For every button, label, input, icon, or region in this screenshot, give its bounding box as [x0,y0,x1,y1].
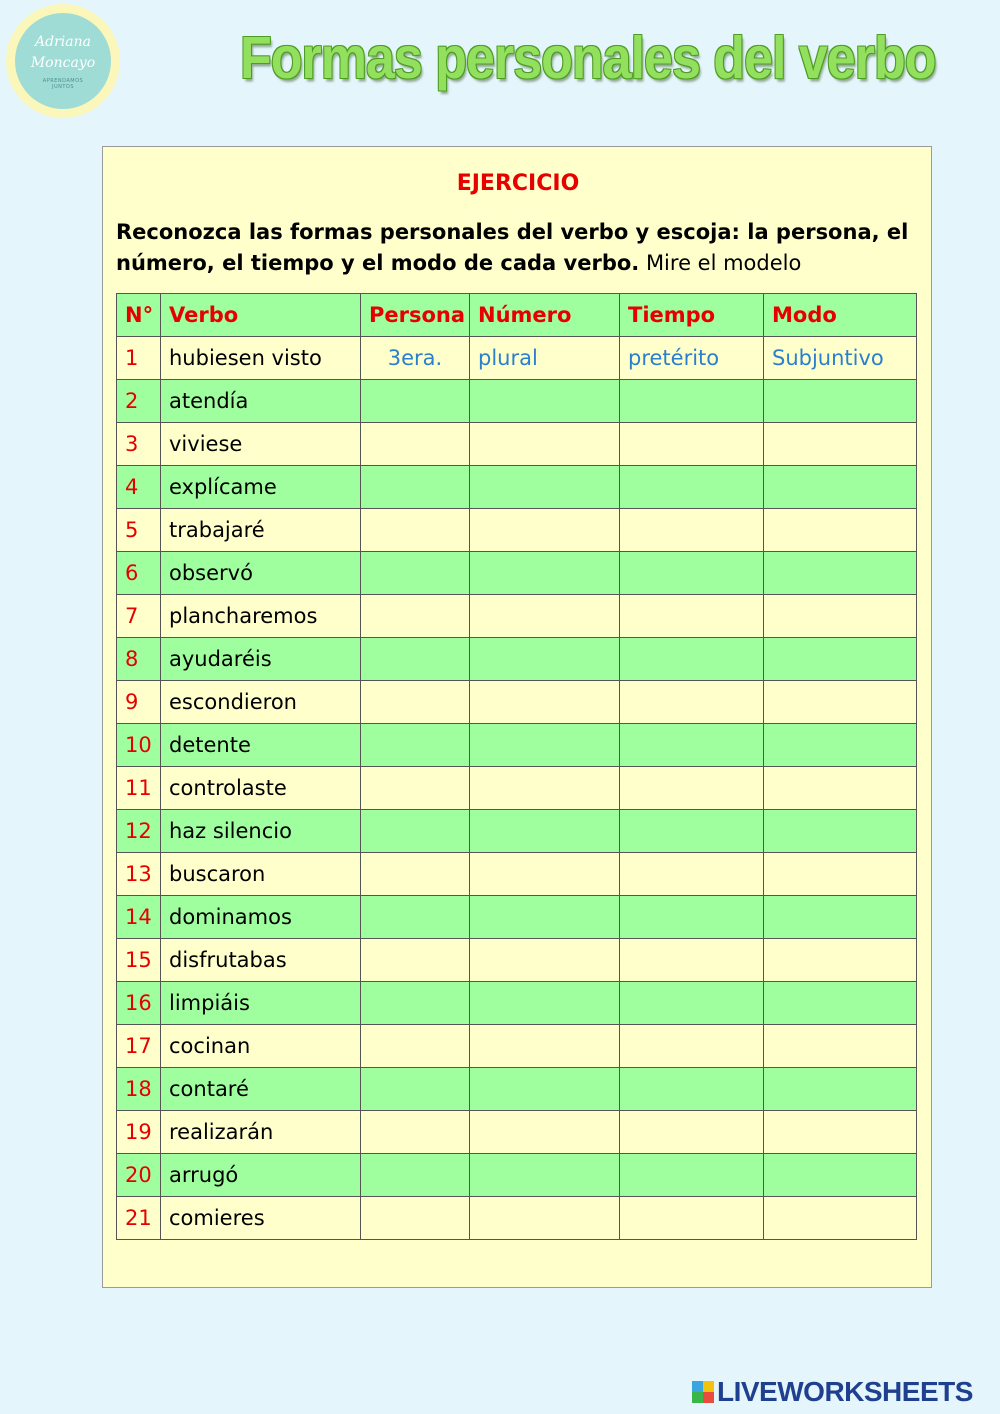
row-persona-answer[interactable] [361,552,470,595]
table-row [117,638,917,681]
row-number: 6 [117,552,161,595]
exercise-panel [102,146,932,1288]
row-tiempo-answer[interactable] [620,896,764,939]
row-modo-answer[interactable] [764,810,917,853]
row-verb: dominamos [161,896,361,939]
row-verb: atendía [161,380,361,423]
row-number: 19 [117,1111,161,1154]
table-row [117,1111,917,1154]
row-tiempo-answer[interactable] [620,767,764,810]
table-row [117,681,917,724]
table-row [117,337,917,380]
row-numero-answer[interactable] [470,810,620,853]
row-tiempo-answer[interactable] [620,1154,764,1197]
row-number: 1 [117,337,161,380]
table-row [117,982,917,1025]
table-row [117,853,917,896]
row-numero-answer[interactable]: plural [470,337,620,380]
row-modo-answer[interactable] [764,767,917,810]
row-numero-answer[interactable] [470,552,620,595]
instructions-bold: Reconozca las formas personales del verbo y escoja: la persona, el número, el tiempo y el modo de cada verbo. [116,220,909,275]
table-row [117,595,917,638]
logo [6,4,120,118]
row-numero-answer[interactable] [470,724,620,767]
row-persona-answer[interactable] [361,1197,470,1240]
row-numero-answer[interactable] [470,380,620,423]
row-tiempo-answer[interactable] [620,1111,764,1154]
page-title: Formas personales del verbo [240,25,936,92]
logo-name: Adriana Moncayo [30,34,96,71]
table-row [117,466,917,509]
row-tiempo-answer[interactable] [620,982,764,1025]
row-modo-answer[interactable] [764,638,917,681]
header-modo: Modo [764,294,917,337]
row-tiempo-answer[interactable] [620,853,764,896]
row-tiempo-answer[interactable] [620,1197,764,1240]
row-verb: ayudaréis [161,638,361,681]
row-verb: controlaste [161,767,361,810]
row-numero-answer[interactable] [470,939,620,982]
row-verb: limpiáis [161,982,361,1025]
header-numero: Número [470,294,620,337]
row-persona-answer[interactable] [361,724,470,767]
row-verb: hubiesen visto [161,337,361,380]
row-modo-answer[interactable] [764,423,917,466]
row-persona-answer[interactable] [361,638,470,681]
row-numero-answer[interactable] [470,423,620,466]
row-number: 3 [117,423,161,466]
row-persona-answer[interactable] [361,595,470,638]
row-tiempo-answer[interactable] [620,638,764,681]
row-number: 5 [117,509,161,552]
table-header-row [117,294,917,337]
row-modo-answer[interactable] [764,552,917,595]
row-number: 12 [117,810,161,853]
row-persona-answer[interactable] [361,1025,470,1068]
row-verb: arrugó [161,1154,361,1197]
row-persona-answer[interactable] [361,810,470,853]
row-number: 11 [117,767,161,810]
row-number: 18 [117,1068,161,1111]
row-tiempo-answer[interactable] [620,681,764,724]
instructions-plain: Mire el modelo [639,251,802,275]
row-tiempo-answer[interactable] [620,939,764,982]
table-row [117,896,917,939]
table-row [117,767,917,810]
row-number: 7 [117,595,161,638]
row-persona-answer[interactable] [361,423,470,466]
row-numero-answer[interactable] [470,1068,620,1111]
row-persona-answer[interactable] [361,1111,470,1154]
row-verb: contaré [161,1068,361,1111]
row-verb: buscaron [161,853,361,896]
row-modo-answer[interactable] [764,380,917,423]
row-persona-answer[interactable] [361,939,470,982]
row-tiempo-answer[interactable] [620,552,764,595]
row-numero-answer[interactable] [470,466,620,509]
footer-brand [692,1376,973,1408]
table-row [117,1197,917,1240]
footer-brand-text: LIVEWORKSHEETS [717,1376,973,1407]
table-row [117,1025,917,1068]
row-numero-answer[interactable] [470,982,620,1025]
row-modo-answer[interactable] [764,724,917,767]
table-row [117,1154,917,1197]
row-persona-answer[interactable] [361,853,470,896]
row-number: 13 [117,853,161,896]
row-persona-answer[interactable] [361,466,470,509]
row-verb: disfrutabas [161,939,361,982]
logo-tagline: APRENDAMOS JUNTOS [42,78,84,90]
row-modo-answer[interactable] [764,1197,917,1240]
row-tiempo-answer[interactable] [620,1025,764,1068]
table-body [117,337,917,1240]
row-tiempo-answer[interactable] [620,423,764,466]
row-number: 8 [117,638,161,681]
row-verb: cocinan [161,1025,361,1068]
row-persona-answer[interactable] [361,982,470,1025]
header-tiempo: Tiempo [620,294,764,337]
row-persona-answer[interactable] [361,681,470,724]
row-verb: observó [161,552,361,595]
row-modo-answer[interactable] [764,939,917,982]
row-modo-answer[interactable]: Subjuntivo [764,337,917,380]
row-number: 10 [117,724,161,767]
row-tiempo-answer[interactable] [620,509,764,552]
row-persona-answer[interactable] [361,509,470,552]
row-persona-answer[interactable] [361,380,470,423]
row-number: 16 [117,982,161,1025]
row-numero-answer[interactable] [470,1197,620,1240]
table-row [117,1068,917,1111]
row-numero-answer[interactable] [470,896,620,939]
row-verb: haz silencio [161,810,361,853]
row-tiempo-answer[interactable] [620,810,764,853]
row-verb: viviese [161,423,361,466]
row-verb: detente [161,724,361,767]
table-row [117,939,917,982]
header-num: N° [117,294,161,337]
row-numero-answer[interactable] [470,1111,620,1154]
row-modo-answer[interactable] [764,595,917,638]
row-tiempo-answer[interactable] [620,466,764,509]
row-number: 2 [117,380,161,423]
row-modo-answer[interactable] [764,1111,917,1154]
row-numero-answer[interactable] [470,509,620,552]
logo-badge [15,13,111,109]
row-number: 15 [117,939,161,982]
header-verb: Verbo [161,294,361,337]
row-verb: explícame [161,466,361,509]
row-verb: escondieron [161,681,361,724]
row-numero-answer[interactable] [470,1025,620,1068]
row-tiempo-answer[interactable] [620,1068,764,1111]
row-modo-answer[interactable] [764,896,917,939]
row-persona-answer[interactable] [361,767,470,810]
table-row [117,423,917,466]
row-persona-answer[interactable] [361,1068,470,1111]
row-number: 17 [117,1025,161,1068]
row-modo-answer[interactable] [764,681,917,724]
table-row [117,724,917,767]
row-modo-answer[interactable] [764,466,917,509]
table-row [117,810,917,853]
row-persona-answer[interactable] [361,1154,470,1197]
row-modo-answer[interactable] [764,853,917,896]
row-modo-answer[interactable] [764,1068,917,1111]
row-numero-answer[interactable] [470,1154,620,1197]
row-number: 21 [117,1197,161,1240]
row-modo-answer[interactable] [764,982,917,1025]
table-row [117,552,917,595]
row-numero-answer[interactable] [470,767,620,810]
row-numero-answer[interactable] [470,638,620,681]
row-modo-answer[interactable] [764,1154,917,1197]
liveworksheets-icon [692,1381,714,1403]
row-persona-answer[interactable]: 3era. [361,337,470,380]
row-persona-answer[interactable] [361,896,470,939]
row-modo-answer[interactable] [764,1025,917,1068]
row-tiempo-answer[interactable]: pretérito [620,337,764,380]
verb-table [116,293,917,1240]
row-tiempo-answer[interactable] [620,380,764,423]
header-persona: Persona [361,294,470,337]
row-number: 14 [117,896,161,939]
row-numero-answer[interactable] [470,681,620,724]
row-numero-answer[interactable] [470,853,620,896]
row-tiempo-answer[interactable] [620,595,764,638]
exercise-instructions [116,217,916,279]
row-number: 4 [117,466,161,509]
exercise-heading: EJERCICIO [456,171,580,196]
row-numero-answer[interactable] [470,595,620,638]
row-verb: comieres [161,1197,361,1240]
table-row [117,509,917,552]
row-verb: trabajaré [161,509,361,552]
row-verb: plancharemos [161,595,361,638]
row-verb: realizarán [161,1111,361,1154]
row-modo-answer[interactable] [764,509,917,552]
row-number: 9 [117,681,161,724]
row-tiempo-answer[interactable] [620,724,764,767]
table-row [117,380,917,423]
row-number: 20 [117,1154,161,1197]
